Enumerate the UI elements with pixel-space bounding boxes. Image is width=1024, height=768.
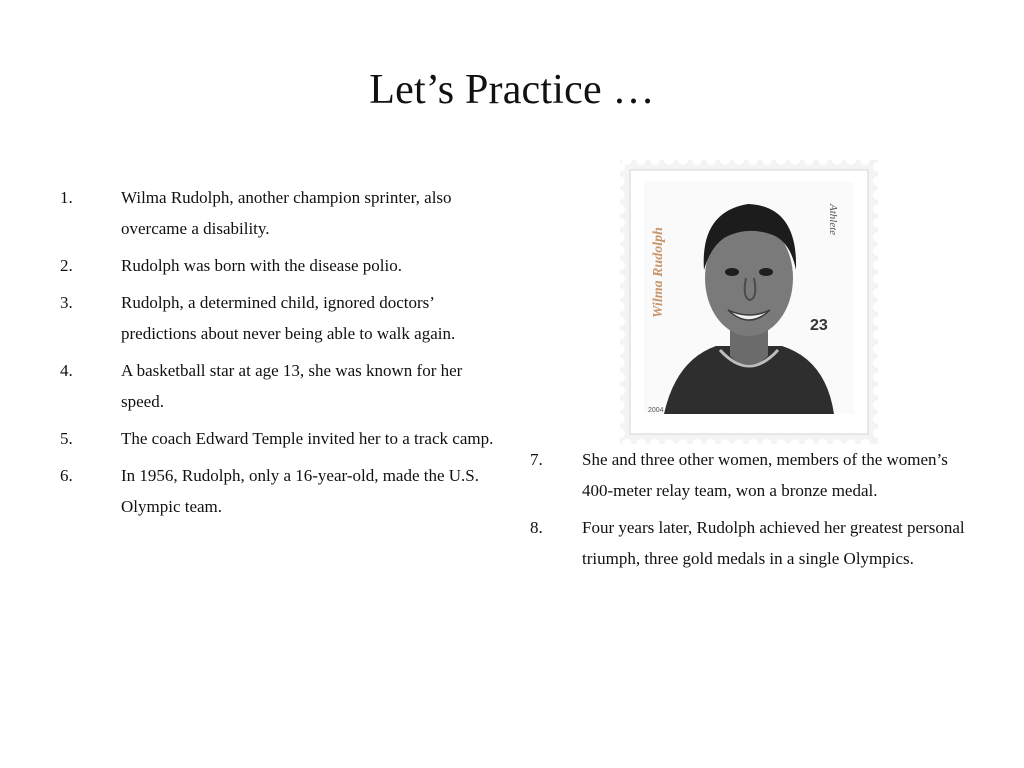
stamp-name-text: Wilma Rudolph — [651, 227, 666, 318]
list-item-text: Wilma Rudolph, another champion sprinter, also overcame a disability. — [121, 188, 452, 238]
list-item — [60, 250, 500, 281]
list-item-text: She and three other women, members of the women’s 400-meter relay team, won a bronze medal. — [582, 450, 948, 500]
list-item-text: In 1956, Rudolph, only a 16-year-old, made the U.S. Olympic team. — [121, 466, 480, 516]
stamp-caption-text: Athlete — [827, 204, 839, 236]
stamp-value-text: 23 — [810, 317, 828, 334]
list-item-number: 8. — [530, 518, 543, 537]
list-item — [530, 444, 970, 506]
list-item-text: A basketball star at age 13, she was known for her speed. — [121, 361, 463, 411]
list-item — [60, 287, 500, 349]
list-item-number: 3. — [60, 293, 73, 312]
list-item-number: 7. — [530, 450, 543, 469]
portrait-right-eye — [759, 268, 773, 276]
list-item-number: 2. — [60, 256, 73, 275]
list-item-text: Rudolph was born with the disease polio. — [121, 256, 402, 275]
list-item-number: 4. — [60, 361, 73, 380]
list-item-number: 5. — [60, 429, 73, 448]
list-item — [60, 423, 500, 454]
list-item — [60, 182, 500, 244]
list-item-number: 6. — [60, 466, 73, 485]
portrait-left-eye — [725, 268, 739, 276]
slide-title: Let’s Practice … — [369, 67, 655, 113]
list-item — [530, 512, 970, 574]
list-item-text: Rudolph, a determined child, ignored doctors’ predictions about never being able to walk again. — [121, 293, 456, 343]
left-list — [60, 182, 500, 528]
stamp-year-text: 2004 — [648, 407, 664, 414]
list-item-number: 1. — [60, 188, 73, 207]
wilma-rudolph-stamp-image — [620, 160, 878, 444]
list-item — [60, 355, 500, 417]
list-item-text: Four years later, Rudolph achieved her greatest personal triumph, three gold medals in a single Olympics. — [582, 518, 965, 568]
list-item — [60, 460, 500, 522]
right-list — [530, 444, 970, 580]
list-item-text: The coach Edward Temple invited her to a track camp. — [121, 429, 494, 448]
